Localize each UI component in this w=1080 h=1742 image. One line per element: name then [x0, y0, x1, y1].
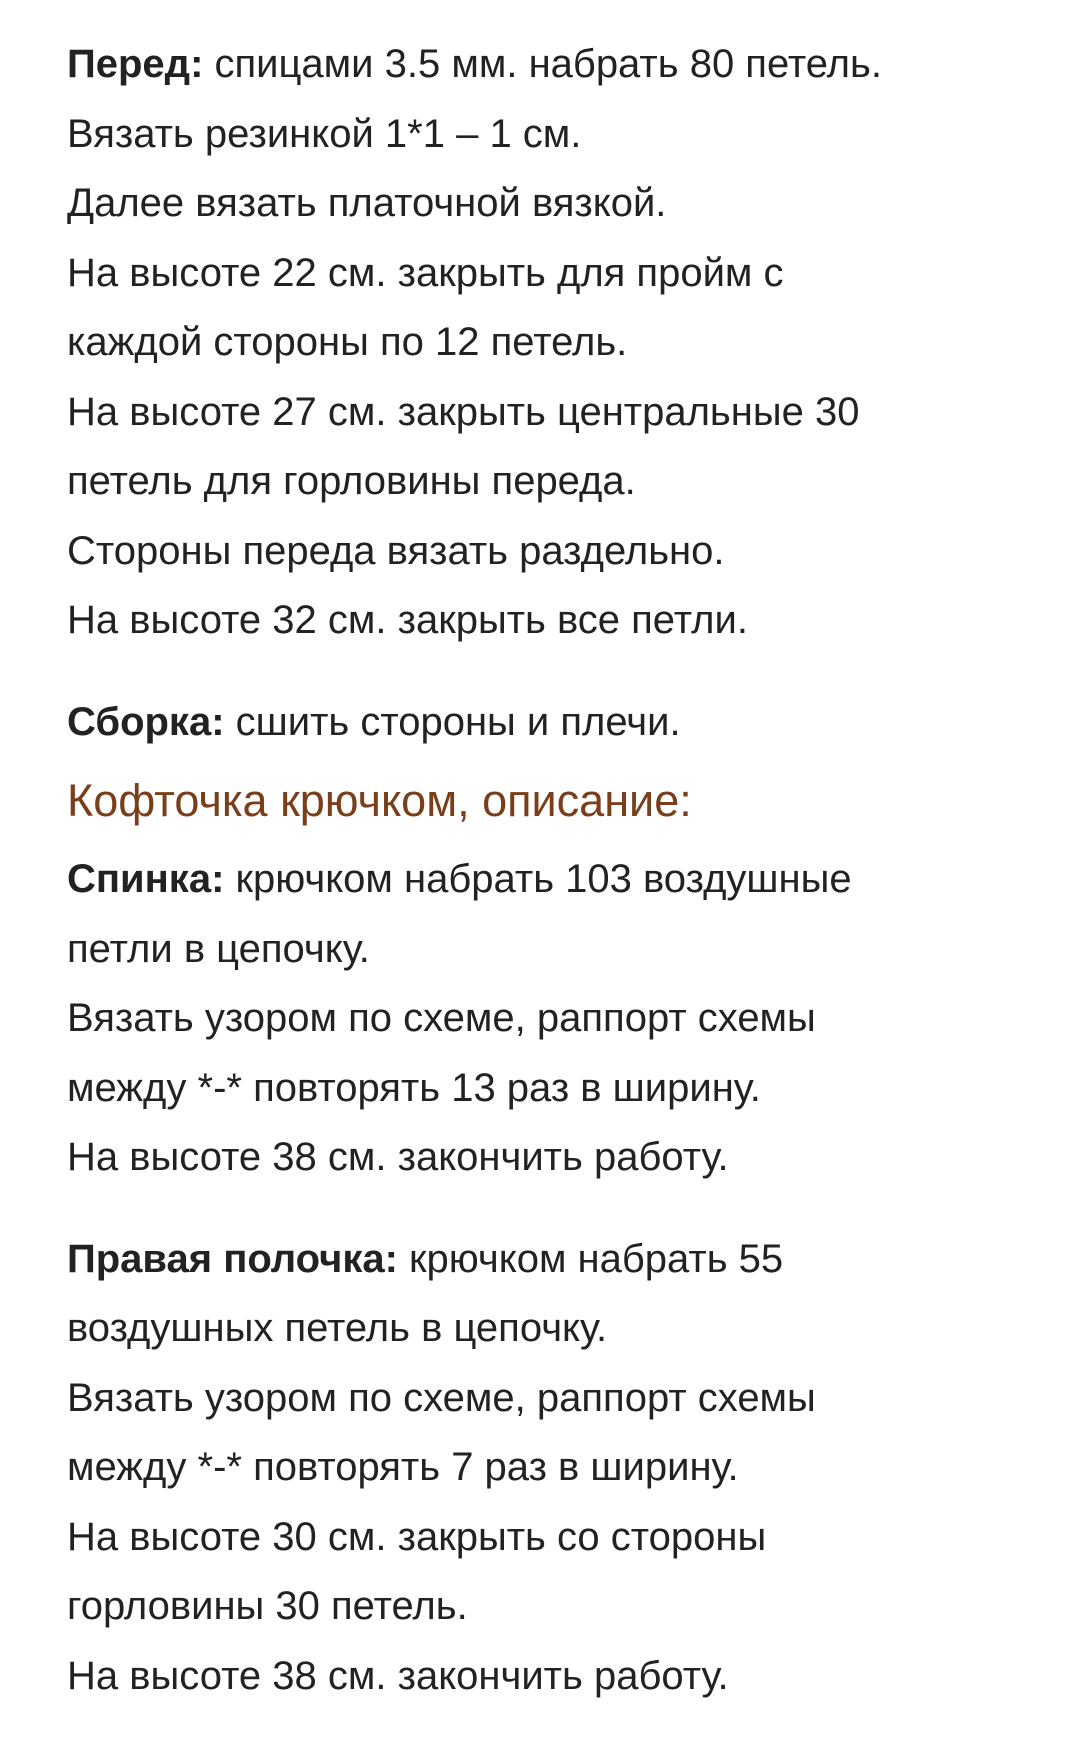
back-label: Спинка:: [67, 857, 225, 901]
assembly-label: Сборка:: [67, 699, 225, 744]
front-line-3: Далее вязать платочной вязкой.: [67, 181, 667, 225]
back-line-1-text: крючком набрать 103 воздушные: [224, 857, 852, 901]
assembly-section: [67, 688, 1057, 758]
front-section: [67, 30, 1057, 656]
right-front-line-3: Вязать узором по схеме, раппорт схемы: [67, 1375, 816, 1420]
front-line-9: На высоте 32 см. закрыть все петли.: [67, 598, 748, 642]
right-front-line-5: На высоте 30 см. закрыть со стороны: [67, 1514, 767, 1559]
front-label: Перед:: [67, 42, 204, 86]
right-front-line-2: воздушных петель в цепочку.: [67, 1306, 608, 1350]
right-front-section: [67, 1225, 1057, 1712]
back-section: [67, 845, 1057, 1193]
right-front-line-1-text: крючком набрать 55: [397, 1236, 784, 1281]
back-line-2: петли в цепочку.: [67, 926, 370, 971]
assembly-text: сшить стороны и плечи.: [224, 699, 681, 744]
front-line-2: Вязать резинкой 1*1 – 1 см.: [67, 111, 582, 156]
back-line-1: [67, 845, 1057, 915]
right-front-line-7: На высоте 38 см. закончить работу.: [67, 1653, 729, 1698]
assembly-line: [67, 688, 1057, 758]
back-line-5: На высоте 38 см. закончить работу.: [67, 1135, 729, 1179]
front-line-6: На высоте 27 см. закрыть центральные 30: [67, 389, 860, 434]
right-front-label: Правая полочка:: [67, 1236, 398, 1281]
paragraph-gap: [67, 656, 1057, 688]
back-line-4: между *-* повторять 13 раз в ширину.: [67, 1065, 761, 1110]
right-front-line-1: [67, 1225, 1057, 1295]
front-line-4: На высоте 22 см. закрыть для пройм с: [67, 250, 784, 295]
paragraph-gap: [67, 1193, 1057, 1225]
front-line-1-text: спицами 3.5 мм. набрать 80 петель.: [203, 42, 882, 86]
right-front-line-4: между *-* повторять 7 раз в ширину.: [67, 1445, 739, 1489]
front-line-5: каждой стороны по 12 петель.: [67, 320, 628, 364]
article-content: [67, 30, 1057, 1711]
front-line-7: петель для горловины переда.: [67, 459, 636, 503]
section-heading: Кофточка крючком, описание:: [67, 775, 692, 826]
front-line-8: Стороны переда вязать раздельно.: [67, 528, 725, 573]
front-line-1: [67, 30, 1057, 100]
back-line-3: Вязать узором по схеме, раппорт схемы: [67, 996, 816, 1040]
right-front-line-6: горловины 30 петель.: [67, 1584, 468, 1628]
